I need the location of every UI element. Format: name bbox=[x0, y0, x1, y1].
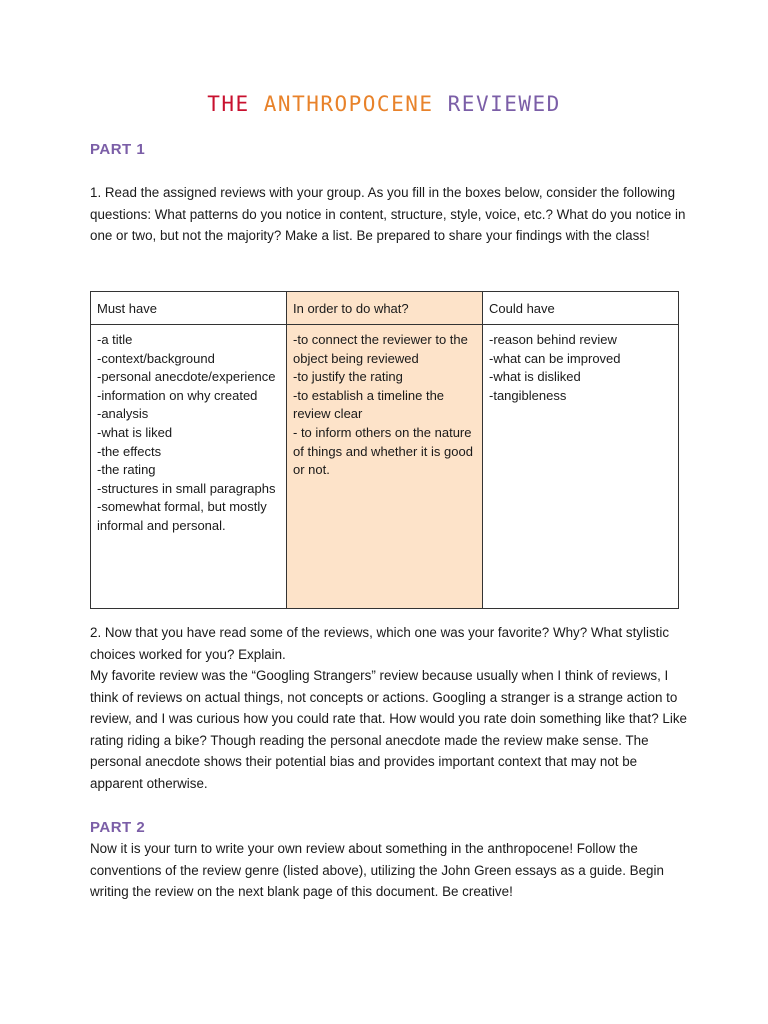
list-item: -what is liked bbox=[97, 424, 173, 440]
must-have-cell[interactable] bbox=[91, 325, 287, 609]
page-title bbox=[0, 92, 768, 116]
part2-instructions bbox=[90, 838, 690, 903]
list-item: -structures in small paragraphs bbox=[97, 480, 276, 496]
part1-heading: PART 1 bbox=[90, 141, 146, 158]
list-item: -what is disliked bbox=[489, 369, 581, 385]
list-item: -the rating bbox=[97, 462, 156, 478]
list-item: -what can be improved bbox=[489, 350, 621, 366]
part2-instructions-text: Now it is your turn to write your own review about something in the anthropocene! Follow the conventions of the review genre (listed above), utilizing the John Green essays as a guide. Begin writing the review on the next blank page of this document. Be creative! bbox=[90, 841, 664, 899]
title-space bbox=[434, 92, 448, 116]
title-word-reviewed: REVIEWED bbox=[447, 92, 561, 116]
list-item: -to establish a timeline the review clear bbox=[293, 387, 445, 422]
table-row bbox=[91, 325, 679, 609]
list-item: -analysis bbox=[97, 406, 149, 422]
header-could-have: Could have bbox=[483, 292, 679, 325]
part1-instructions bbox=[90, 182, 690, 247]
list-item: - to inform others on the nature of things and whether it is good or not. bbox=[293, 424, 473, 478]
list-item: -tangibleness bbox=[489, 387, 567, 403]
list-item: -to connect the reviewer to the object being reviewed bbox=[293, 332, 468, 366]
part1-instructions-text: 1. Read the assigned reviews with your group. As you fill in the boxes below, consider the following questions: What patterns do you notice in content, structure, style, voice, etc.? What do you notice in one or two, but not the majority? Make a list. Be prepared to share your findings with the class! bbox=[90, 185, 686, 243]
header-in-order-to: In order to do what? bbox=[287, 292, 483, 325]
list-item: -the effects bbox=[97, 443, 162, 459]
list-item: -personal anecdote/experience bbox=[97, 369, 276, 385]
title-word-the: THE bbox=[207, 92, 250, 116]
question2-block bbox=[90, 622, 690, 794]
in-order-to-cell[interactable] bbox=[287, 325, 483, 609]
list-item: -somewhat formal, but mostly informal and personal. bbox=[97, 499, 267, 533]
list-item: -to justify the rating bbox=[293, 369, 403, 385]
list-item: -information on why created bbox=[97, 387, 258, 403]
could-have-cell[interactable] bbox=[483, 325, 679, 609]
part2-heading: PART 2 bbox=[90, 819, 146, 836]
title-space bbox=[250, 92, 264, 116]
list-item: -context/background bbox=[97, 350, 215, 366]
list-item: -reason behind review bbox=[489, 332, 617, 347]
question2-answer[interactable]: My favorite review was the “Googling Strangers” review because usually when I think of reviews, I think of reviews on actual things, not concepts or actions. Googling a stranger is a strange action to review, and I was curious how you could rate that. How would you rate doin something like that? Like rating riding a bike? Though reading the personal anecdote made the review make sense. The personal anecdote shows their potential bias and provides important context that may not be apparent otherwise. bbox=[90, 668, 687, 791]
table-header-row bbox=[91, 292, 679, 325]
header-must-have: Must have bbox=[91, 292, 287, 325]
title-word-anthropocene: ANTHROPOCENE bbox=[263, 92, 434, 116]
list-item: -a title bbox=[97, 332, 133, 347]
review-conventions-table bbox=[90, 291, 679, 609]
question2-prompt: 2. Now that you have read some of the reviews, which one was your favorite? Why? What stylistic choices worked for you? Explain. bbox=[90, 625, 670, 662]
